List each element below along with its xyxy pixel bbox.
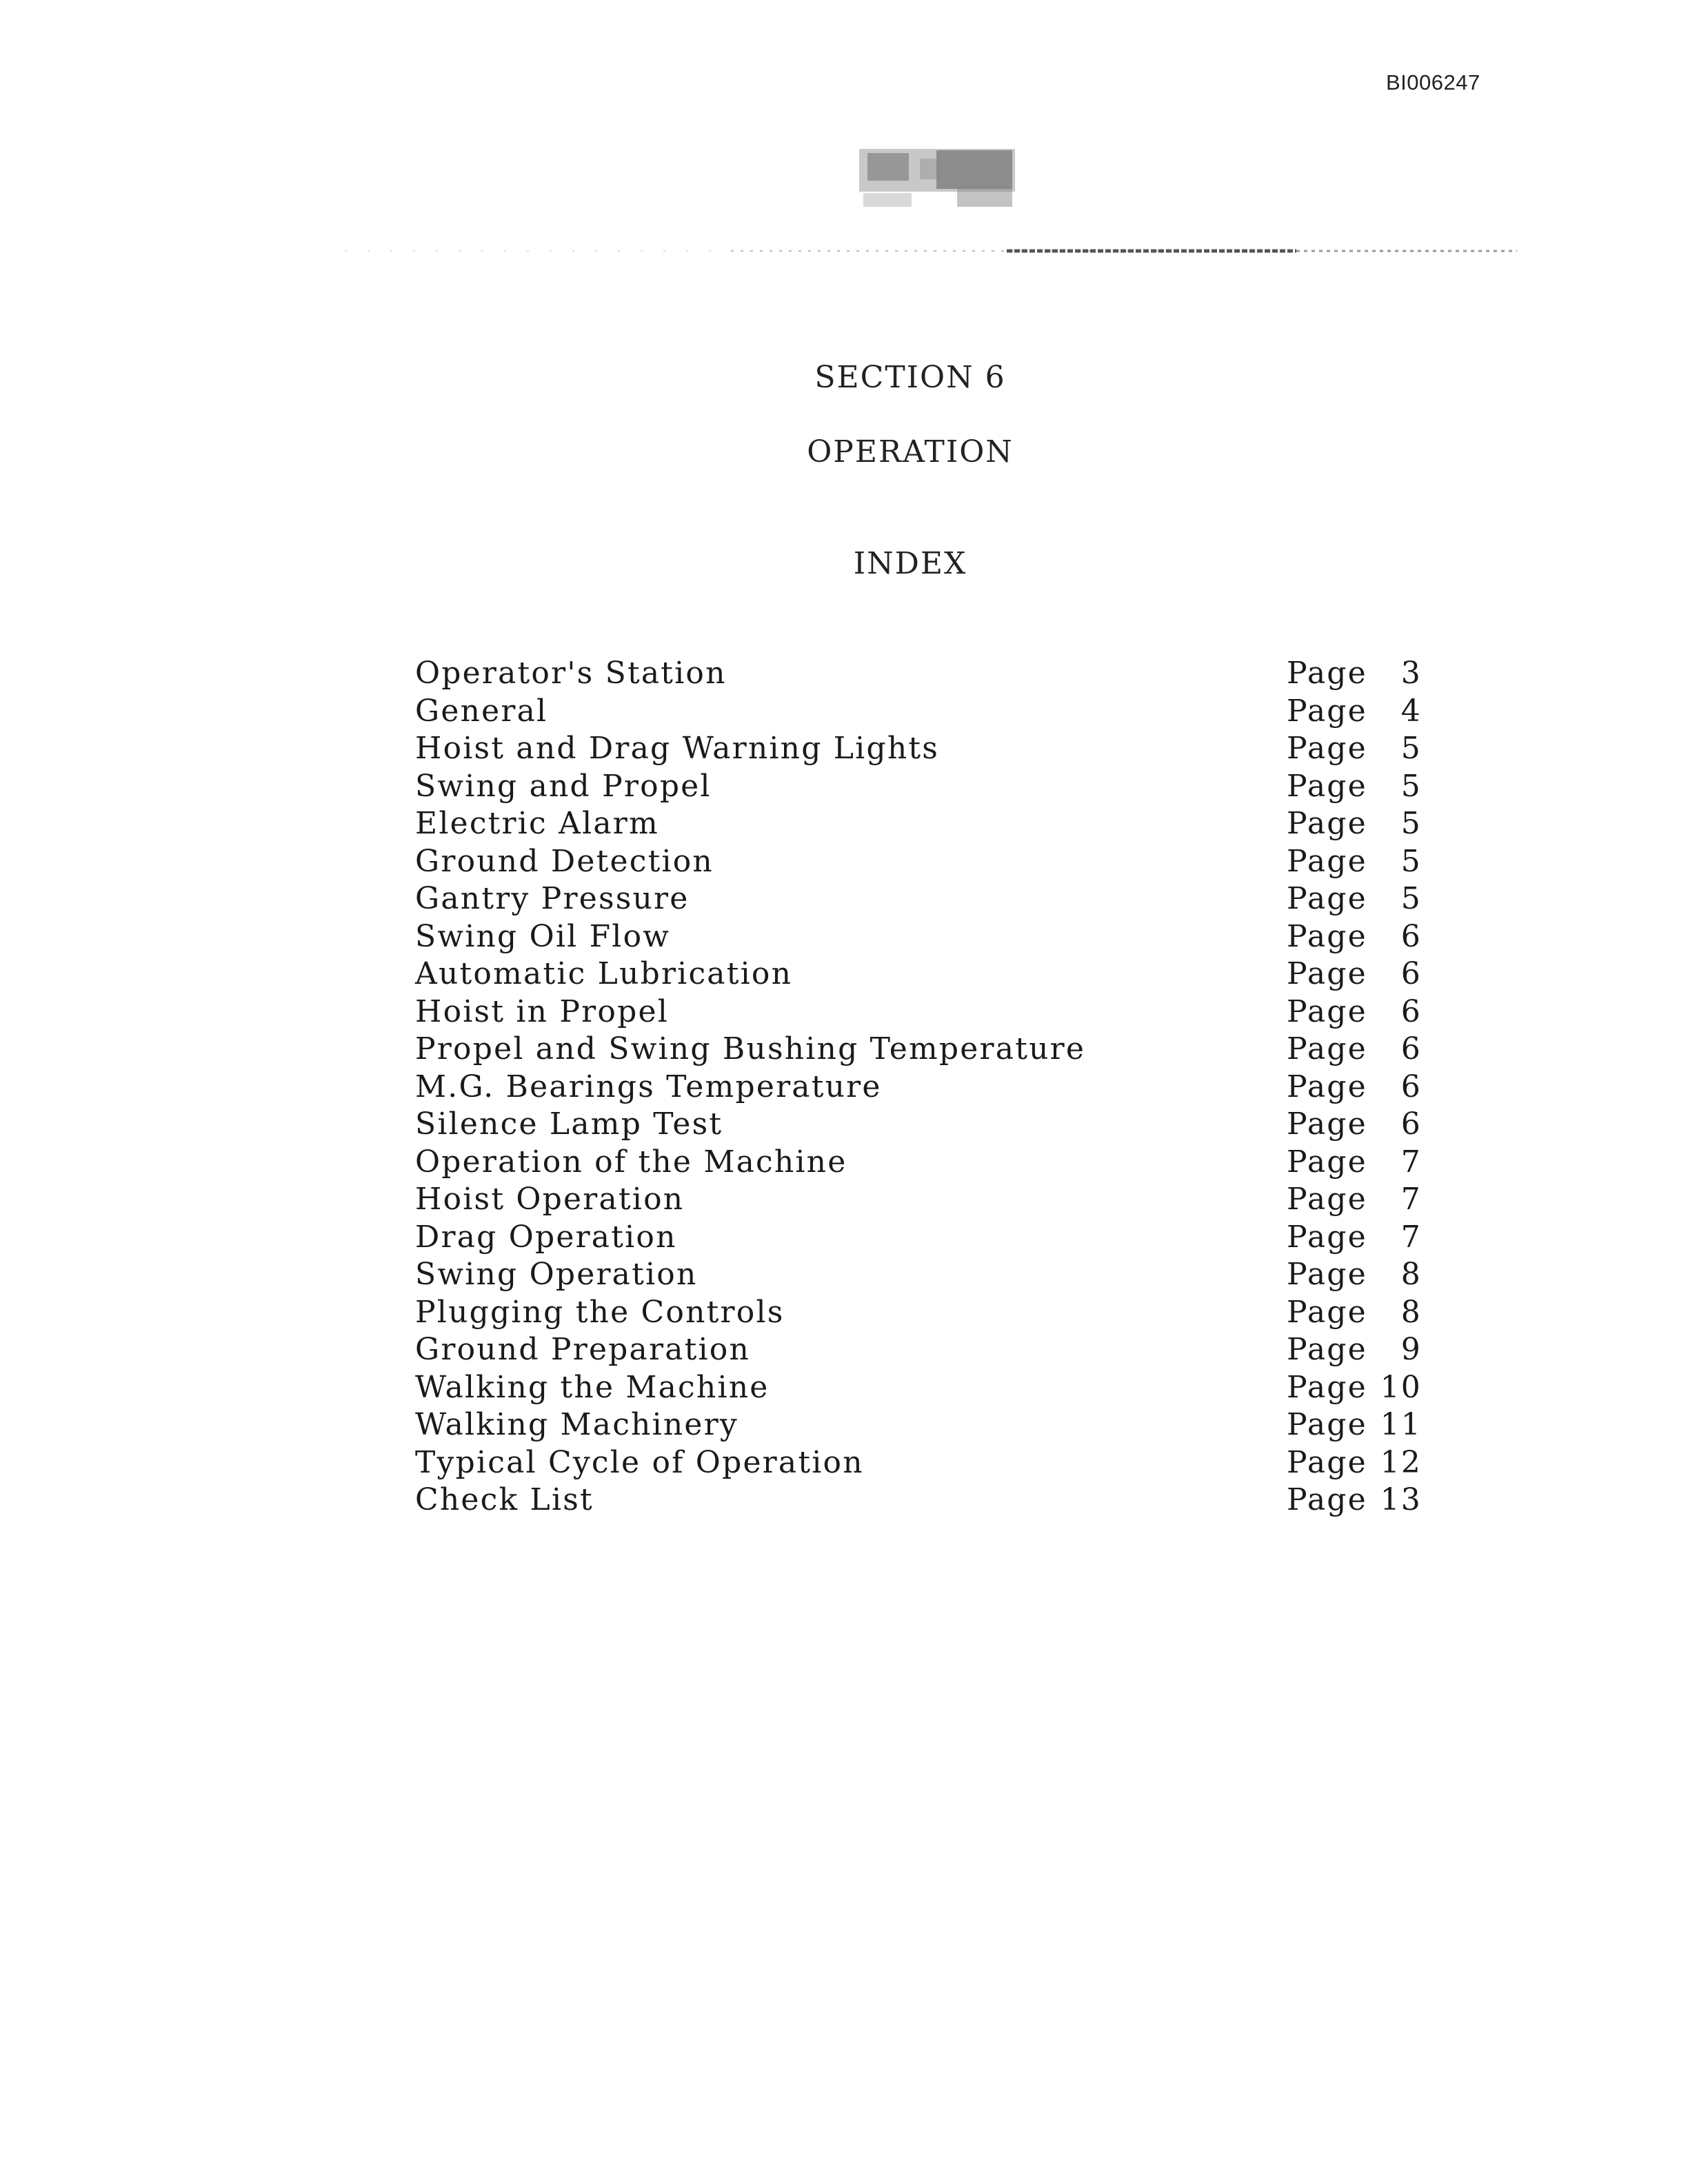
toc-row: [415, 1106, 1422, 1144]
toc-page-number: 12: [1380, 1444, 1422, 1480]
toc-entry-title: Swing Operation: [415, 1257, 698, 1292]
toc-page-number: 5: [1400, 881, 1422, 916]
toc-entry-title: Operator's Station: [415, 656, 727, 691]
toc-row: [415, 1256, 1422, 1294]
toc-page-number: 8: [1400, 1257, 1422, 1292]
toc-page-label: Page: [1287, 1106, 1367, 1142]
toc-page-number: 13: [1380, 1482, 1422, 1517]
toc-row: [415, 1069, 1422, 1106]
scan-smudge-mark: [854, 145, 1021, 226]
toc-row: [415, 918, 1422, 956]
toc-page-label: Page: [1287, 1407, 1367, 1442]
toc-page-label: Page: [1287, 1144, 1367, 1180]
toc-entry-title: Walking the Machine: [415, 1369, 770, 1405]
toc-page-number: 6: [1400, 993, 1422, 1029]
toc-entry-title: Ground Preparation: [415, 1332, 751, 1367]
toc-row: [415, 1031, 1422, 1069]
toc-row: [415, 768, 1422, 806]
toc-entry-title: Hoist and Drag Warning Lights: [415, 731, 940, 766]
toc-row: [415, 993, 1422, 1031]
toc-page-label: Page: [1287, 1369, 1367, 1405]
toc-page-label: Page: [1287, 656, 1367, 691]
toc-page-label: Page: [1287, 1332, 1367, 1367]
toc-page-label: Page: [1287, 768, 1367, 804]
toc-page-number: 6: [1400, 1106, 1422, 1142]
toc-row: [415, 693, 1422, 731]
toc-page-number: 7: [1400, 1144, 1422, 1180]
toc-page-number: 6: [1400, 956, 1422, 991]
toc-row: [415, 1444, 1422, 1482]
scan-artifact-line: [345, 243, 1531, 259]
toc-page-label: Page: [1287, 843, 1367, 879]
toc-page-label: Page: [1287, 1182, 1367, 1217]
toc-page-number: 5: [1400, 843, 1422, 879]
toc-entry-title: Automatic Lubrication: [415, 956, 793, 991]
toc-entry-title: Propel and Swing Bushing Temperature: [415, 1031, 1086, 1066]
section-heading: SECTION 6: [814, 360, 1006, 395]
toc-page-label: Page: [1287, 731, 1367, 766]
toc-page-label: Page: [1287, 1444, 1367, 1480]
toc-page-number: 5: [1400, 731, 1422, 766]
toc-row: [415, 1369, 1422, 1407]
toc-page-label: Page: [1287, 1031, 1367, 1066]
table-of-contents: [415, 655, 1422, 1519]
toc-page-label: Page: [1287, 918, 1367, 954]
toc-entry-title: Gantry Pressure: [415, 881, 690, 916]
toc-entry-title: Operation of the Machine: [415, 1144, 847, 1180]
toc-entry-title: Electric Alarm: [415, 806, 659, 841]
toc-page-number: 5: [1400, 806, 1422, 841]
toc-entry-title: Hoist in Propel: [415, 993, 669, 1029]
toc-row: [415, 956, 1422, 993]
toc-row: [415, 880, 1422, 918]
toc-entry-title: M.G. Bearings Temperature: [415, 1069, 882, 1104]
toc-page-number: 4: [1400, 693, 1422, 729]
toc-page-number: 11: [1380, 1407, 1422, 1442]
toc-page-number: 10: [1380, 1369, 1422, 1405]
toc-page-number: 9: [1400, 1332, 1422, 1367]
toc-row: [415, 730, 1422, 768]
toc-page-number: 8: [1400, 1294, 1422, 1330]
toc-entry-title: Typical Cycle of Operation: [415, 1444, 864, 1480]
toc-row: [415, 1331, 1422, 1369]
toc-entry-title: Drag Operation: [415, 1219, 677, 1255]
toc-page-label: Page: [1287, 1219, 1367, 1255]
toc-page-label: Page: [1287, 1257, 1367, 1292]
toc-page-number: 3: [1400, 656, 1422, 691]
toc-page-label: Page: [1287, 1482, 1367, 1517]
toc-page-label: Page: [1287, 993, 1367, 1029]
toc-entry-title: Swing Oil Flow: [415, 918, 671, 954]
toc-page-label: Page: [1287, 881, 1367, 916]
index-heading: INDEX: [853, 546, 967, 581]
toc-row: [415, 1406, 1422, 1444]
toc-page-label: Page: [1287, 1294, 1367, 1330]
toc-entry-title: Ground Detection: [415, 843, 714, 879]
toc-page-label: Page: [1287, 693, 1367, 729]
toc-row: [415, 655, 1422, 693]
toc-page-number: 6: [1400, 918, 1422, 954]
toc-row: [415, 1181, 1422, 1219]
toc-entry-title: Plugging the Controls: [415, 1294, 785, 1330]
toc-entry-title: General: [415, 693, 548, 729]
toc-page-number: 5: [1400, 768, 1422, 804]
toc-row: [415, 1294, 1422, 1332]
toc-row: [415, 843, 1422, 881]
toc-page-number: 6: [1400, 1031, 1422, 1066]
toc-entry-title: Hoist Operation: [415, 1182, 685, 1217]
toc-entry-title: Swing and Propel: [415, 768, 712, 804]
toc-page-label: Page: [1287, 1069, 1367, 1104]
section-title: OPERATION: [807, 434, 1014, 469]
toc-entry-title: Walking Machinery: [415, 1407, 738, 1442]
toc-page-number: 7: [1400, 1182, 1422, 1217]
document-id: BI006247: [1386, 70, 1480, 94]
toc-page-number: 6: [1400, 1069, 1422, 1104]
toc-row: [415, 1482, 1422, 1519]
toc-row: [415, 1219, 1422, 1257]
toc-entry-title: Silence Lamp Test: [415, 1106, 723, 1142]
toc-page-label: Page: [1287, 956, 1367, 991]
toc-page-label: Page: [1287, 806, 1367, 841]
toc-page-number: 7: [1400, 1219, 1422, 1255]
toc-row: [415, 1144, 1422, 1182]
toc-row: [415, 805, 1422, 843]
toc-entry-title: Check List: [415, 1482, 594, 1517]
